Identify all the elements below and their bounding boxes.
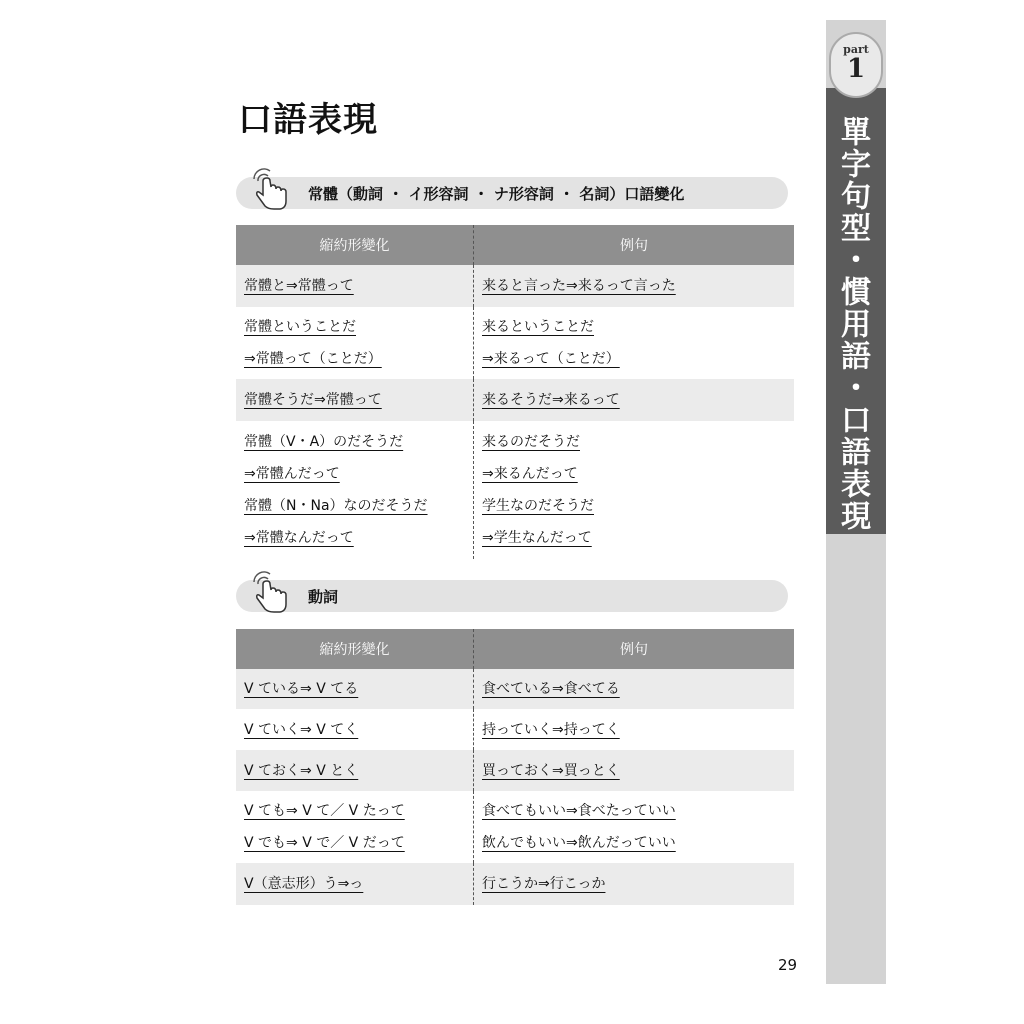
cell-line: V（意志形）う⇒っ xyxy=(244,876,364,892)
contraction-table-verbs xyxy=(236,629,794,905)
page-number: 29 xyxy=(778,956,798,974)
cell-line: ⇒常體って（ことだ） xyxy=(244,351,382,367)
cell-line: 来るということだ xyxy=(482,319,594,335)
cell-line: 持っていく⇒持ってく xyxy=(482,721,620,738)
cell-line: 常體（V・A）のだそうだ xyxy=(244,434,404,450)
contraction-cell xyxy=(236,421,474,559)
contraction-table-plain-form xyxy=(236,225,794,559)
example-cell xyxy=(474,265,795,307)
contraction-cell xyxy=(236,307,474,379)
contraction-cell xyxy=(236,863,474,905)
cell-line: 来ると言った⇒来るって言った xyxy=(482,278,676,294)
cell-line: ⇒学生なんだって xyxy=(482,530,592,546)
page-title: 口語表現 xyxy=(238,100,378,140)
part-badge xyxy=(829,32,883,98)
cell-line: 食べている⇒食べてる xyxy=(482,681,620,697)
table-row xyxy=(236,669,794,709)
contraction-cell xyxy=(236,709,474,750)
table-row xyxy=(236,307,794,379)
example-cell xyxy=(474,307,795,379)
contraction-cell xyxy=(236,791,474,863)
example-cell xyxy=(474,750,795,791)
column-header-example: 例句 xyxy=(474,225,795,265)
cell-line: 食べてもいい⇒食べたっていい xyxy=(482,803,676,819)
part-word: part xyxy=(843,43,869,56)
cell-line: 来るのだそうだ xyxy=(482,434,580,450)
side-vertical-title: 單字句型・慣用語・口語表現 xyxy=(835,116,870,532)
cell-line: V ておく⇒ V とく xyxy=(244,762,359,779)
cell-line: 来るそうだ⇒来るって xyxy=(482,392,620,408)
cell-line: 常體（N・Na）なのだそうだ xyxy=(244,498,428,514)
example-cell xyxy=(474,791,795,863)
cell-line: V ている⇒ V てる xyxy=(244,681,359,697)
example-cell xyxy=(474,669,795,709)
cell-line: V でも⇒ V で／ V だって xyxy=(244,835,405,851)
table-row xyxy=(236,863,794,905)
cell-line: ⇒常體んだって xyxy=(244,466,340,482)
cell-line: 飲んでもいい⇒飲んだっていい xyxy=(482,835,676,851)
table-row xyxy=(236,265,794,307)
table-row xyxy=(236,379,794,421)
example-cell xyxy=(474,421,795,559)
table-header-row xyxy=(236,225,794,265)
cell-line: 買っておく⇒買っとく xyxy=(482,762,620,779)
cell-line: V ても⇒ V て／ V たって xyxy=(244,803,405,819)
pointing-hand-icon xyxy=(248,165,292,211)
section-heading: 常體（動詞 ・ イ形容詞 ・ ナ形容詞 ・ 名詞）口語變化 xyxy=(308,185,685,203)
contraction-cell xyxy=(236,379,474,421)
part-number: 1 xyxy=(846,54,866,84)
cell-line: ⇒来るって（ことだ） xyxy=(482,351,620,367)
column-header-contraction: 縮約形變化 xyxy=(236,629,474,669)
pointing-hand-icon xyxy=(248,568,292,614)
table-row xyxy=(236,709,794,750)
table-row xyxy=(236,791,794,863)
column-header-example: 例句 xyxy=(474,629,795,669)
cell-line: 行こうか⇒行こっか xyxy=(482,876,606,892)
section-heading: 動詞 xyxy=(308,588,339,606)
example-cell xyxy=(474,709,795,750)
table-row xyxy=(236,750,794,791)
section-header-plain-form xyxy=(236,177,788,209)
table-row xyxy=(236,421,794,559)
example-cell xyxy=(474,863,795,905)
contraction-cell xyxy=(236,669,474,709)
cell-line: 常體と⇒常體って xyxy=(244,278,354,294)
cell-line: 常體そうだ⇒常體って xyxy=(244,392,382,408)
table-header-row xyxy=(236,629,794,669)
column-header-contraction: 縮約形變化 xyxy=(236,225,474,265)
cell-line: 学生なのだそうだ xyxy=(482,498,594,514)
contraction-cell xyxy=(236,750,474,791)
contraction-cell xyxy=(236,265,474,307)
cell-line: V ていく⇒ V てく xyxy=(244,721,359,738)
section-header-verbs xyxy=(236,580,788,612)
example-cell xyxy=(474,379,795,421)
cell-line: ⇒来るんだって xyxy=(482,466,578,482)
cell-line: ⇒常體なんだって xyxy=(244,530,354,546)
cell-line: 常體ということだ xyxy=(244,319,356,335)
